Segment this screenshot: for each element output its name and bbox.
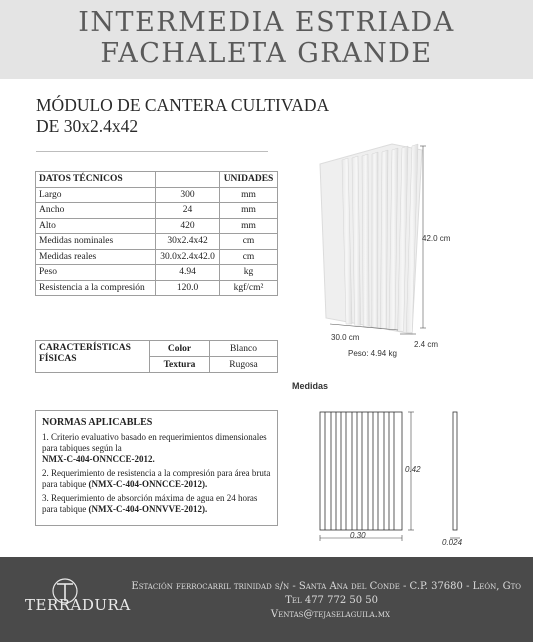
weight-label: Peso: 4.94 kg [348, 349, 397, 358]
table-cell: cm [220, 234, 278, 250]
physical-heading-line1: CARACTERÍSTICAS [39, 343, 131, 353]
page-header [0, 0, 533, 79]
table-cell: Resistencia a la compresión [36, 280, 156, 296]
page-footer [0, 557, 533, 642]
page-title-line2: FACHALETA GRANDE [100, 38, 433, 69]
table-cell: 30x2.4x42 [156, 234, 220, 250]
product-subtitle [36, 95, 329, 137]
norma-item [42, 493, 271, 515]
subtitle-line1: MÓDULO DE CANTERA CULTIVADA [36, 95, 330, 115]
physical-heading-line2: FÍSICAS [39, 354, 77, 364]
norma-text: 1. Criterio evaluativo basado en requerimientos dimensionales para tabiques según la [42, 432, 267, 453]
table-cell: Alto [36, 218, 156, 234]
table-row [36, 280, 278, 296]
table-cell: Blanco [210, 341, 278, 357]
depth-dimension-label: 2.4 cm [414, 340, 439, 349]
page-title-line1: INTERMEDIA ESTRIADA [78, 7, 455, 38]
brand-name: TERRADURA [25, 596, 131, 614]
normas-title: NORMAS APLICABLES [42, 417, 153, 428]
table-row [36, 234, 278, 250]
table-cell: mm [220, 203, 278, 219]
drawing-height-label: 0.42 [405, 465, 421, 474]
table-row [36, 187, 278, 203]
norma-code: (NMX-C-404-ONNCCE-2012). [88, 479, 208, 489]
norma-code: NMX-C-404-ONNCCE-2012. [42, 454, 155, 464]
drawing-depth-label: 0.024 [442, 538, 463, 547]
width-dimension-label: 30.0 cm [331, 333, 360, 342]
table-cell: Rugosa [210, 357, 278, 373]
table-cell: Peso [36, 265, 156, 281]
table-cell: Color [150, 341, 210, 357]
table-cell: Largo [36, 187, 156, 203]
module-rib [362, 154, 369, 326]
table-row [36, 249, 278, 265]
norma-item [42, 432, 271, 465]
table-cell: 24 [156, 203, 220, 219]
drawing-front-view [320, 412, 402, 530]
table-cell: Medidas nominales [36, 234, 156, 250]
table-cell: 300 [156, 187, 220, 203]
table-cell: Medidas reales [36, 249, 156, 265]
norma-text: 3. Requerimiento de absorción máxima de agua en 24 horas para tabique [42, 493, 258, 514]
drawing-width-label: 0.30 [350, 531, 366, 540]
table-header-row [36, 172, 278, 188]
height-dimension-label: 42.0 cm [422, 234, 451, 243]
physical-heading [36, 341, 150, 373]
table-header [156, 172, 220, 188]
subtitle-line2: DE 30x2.4x42 [36, 116, 139, 136]
table-cell: 420 [156, 218, 220, 234]
normas-box [35, 410, 278, 526]
divider [36, 151, 268, 152]
technical-drawing [312, 405, 472, 545]
product-render [290, 138, 530, 368]
table-row [36, 218, 278, 234]
footer-phone: Tel 477 772 50 50 [285, 595, 378, 606]
table-header: DATOS TÉCNICOS [36, 172, 156, 188]
table-cell: 4.94 [156, 265, 220, 281]
table-header: UNIDADES [220, 172, 278, 188]
drawing-side-view [453, 412, 457, 530]
table-cell: Ancho [36, 203, 156, 219]
physical-characteristics-table [35, 340, 278, 373]
footer-email[interactable]: Ventas@tejaselaguila.mx [270, 609, 390, 620]
table-cell: cm [220, 249, 278, 265]
table-row [36, 341, 278, 357]
footer-address: Estación ferrocarril trinidad s/n - Santa Ana del Conde - C.P. 37680 - León, Gto [131, 581, 521, 592]
drawing-title: Medidas [292, 381, 329, 391]
module-rib [372, 152, 378, 328]
table-cell: mm [220, 187, 278, 203]
table-cell: kgf/cm² [220, 280, 278, 296]
table-cell: 30.0x2.4x42.0 [156, 249, 220, 265]
module-rib [380, 150, 388, 329]
table-cell: mm [220, 218, 278, 234]
norma-code: (NMX-C-404-ONNVVE-2012). [88, 504, 208, 514]
norma-text: 2. Requerimiento de resistencia a la compresión para área bruta para tabique [42, 468, 271, 489]
table-row [36, 265, 278, 281]
table-row [36, 203, 278, 219]
norma-item [42, 468, 271, 490]
table-cell: kg [220, 265, 278, 281]
tech-data-table [35, 171, 278, 296]
table-cell: Textura [150, 357, 210, 373]
table-cell: 120.0 [156, 280, 220, 296]
